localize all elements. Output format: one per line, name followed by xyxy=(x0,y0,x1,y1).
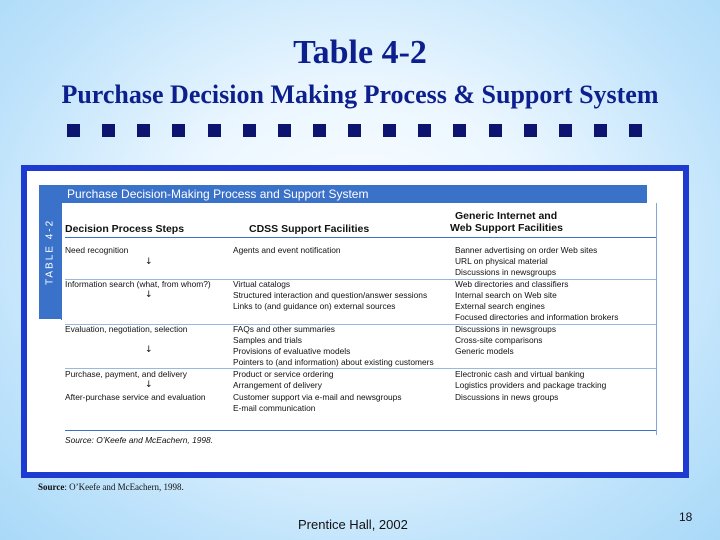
header-rule xyxy=(65,237,656,238)
web-cell: Generic models xyxy=(455,346,514,356)
step-cell: Information search (what, from whom?) xyxy=(65,279,211,289)
web-cell: Cross-site comparisons xyxy=(455,335,543,345)
decor-square xyxy=(594,124,607,137)
cdss-cell: Product or service ordering xyxy=(233,369,334,379)
column-header-steps: Decision Process Steps xyxy=(65,223,185,235)
table-left-border xyxy=(61,203,62,320)
web-cell: Electronic cash and virtual banking xyxy=(455,369,585,379)
decorative-square-row xyxy=(67,124,642,138)
cdss-cell: FAQs and other summaries xyxy=(233,324,335,334)
cdss-cell: Samples and trials xyxy=(233,335,302,345)
step-cell: After-purchase service and evaluation xyxy=(65,392,206,402)
decor-square xyxy=(453,124,466,137)
down-arrow-icon: ↓ xyxy=(145,345,153,355)
slide-subtitle: Purchase Decision Making Process & Support System xyxy=(61,80,659,109)
web-cell: Focused directories and information brokers xyxy=(455,312,619,322)
step-cell: Purchase, payment, and delivery xyxy=(65,369,187,379)
page-number: 18 xyxy=(679,510,693,524)
cdss-cell: E-mail communication xyxy=(233,403,316,413)
decor-square xyxy=(559,124,572,137)
column-header-web-line1: Generic Internet and xyxy=(455,210,558,222)
decor-square xyxy=(524,124,537,137)
step-cell: Need recognition xyxy=(65,245,129,255)
table-right-border xyxy=(656,203,657,435)
web-cell: URL on physical material xyxy=(455,256,548,266)
cdss-cell: Links to (and guidance on) external sources xyxy=(233,301,396,311)
decor-square xyxy=(313,124,326,137)
decor-square xyxy=(629,124,642,137)
table-header-bar: Purchase Decision-Making Process and Support System xyxy=(61,185,647,203)
decor-square xyxy=(172,124,185,137)
decor-square xyxy=(243,124,256,137)
column-header-cdss: CDSS Support Facilities xyxy=(249,223,370,235)
web-cell: Internal search on Web site xyxy=(455,290,557,300)
decor-square xyxy=(278,124,291,137)
step-cell: Evaluation, negotiation, selection xyxy=(65,324,188,334)
decor-square xyxy=(67,124,80,137)
column-header-web-line2: Web Support Facilities xyxy=(450,222,563,234)
web-cell: Banner advertising on order Web sites xyxy=(455,245,598,255)
web-cell: Discussions in news groups xyxy=(455,392,559,402)
decor-square xyxy=(208,124,221,137)
down-arrow-icon: ↓ xyxy=(145,290,153,300)
web-cell: Logistics providers and package tracking xyxy=(455,380,607,390)
table-image xyxy=(27,171,683,472)
cdss-cell: Agents and event notification xyxy=(233,245,341,255)
decor-square xyxy=(418,124,431,137)
cdss-cell: Virtual catalogs xyxy=(233,279,291,289)
decor-square xyxy=(137,124,150,137)
cdss-cell: Arrangement of delivery xyxy=(233,380,322,390)
bottom-rule xyxy=(65,430,656,431)
cdss-cell: Provisions of evaluative models xyxy=(233,346,351,356)
cdss-cell: Structured interaction and question/answer sessions xyxy=(233,290,428,300)
slide-source-note xyxy=(38,482,184,492)
decor-square xyxy=(489,124,502,137)
table-image-frame xyxy=(21,165,689,478)
slide-title: Table 4-2 xyxy=(293,34,427,71)
web-cell: Web directories and classifiers xyxy=(455,279,569,289)
decor-square xyxy=(102,124,115,137)
footer-publisher: Prentice Hall, 2002 xyxy=(298,517,408,532)
cdss-cell: Pointers to (and information) about existing customers xyxy=(233,357,434,367)
web-cell: Discussions in newsgroups xyxy=(455,267,557,277)
web-cell: External search engines xyxy=(455,301,545,311)
down-arrow-icon: ↓ xyxy=(145,257,153,267)
source-text: : O’Keefe and McEachern, 1998. xyxy=(64,482,184,492)
down-arrow-icon: ↓ xyxy=(145,380,153,390)
cdss-cell: Customer support via e-mail and newsgroups xyxy=(233,392,402,402)
table-source-note: Source: O’Keefe and McEachern, 1998. xyxy=(65,435,214,445)
decor-square xyxy=(348,124,361,137)
web-cell: Discussions in newsgroups xyxy=(455,324,557,334)
source-label: Source xyxy=(38,482,65,492)
decor-square xyxy=(383,124,396,137)
table-side-label: TABLE 4-2 xyxy=(39,185,61,319)
